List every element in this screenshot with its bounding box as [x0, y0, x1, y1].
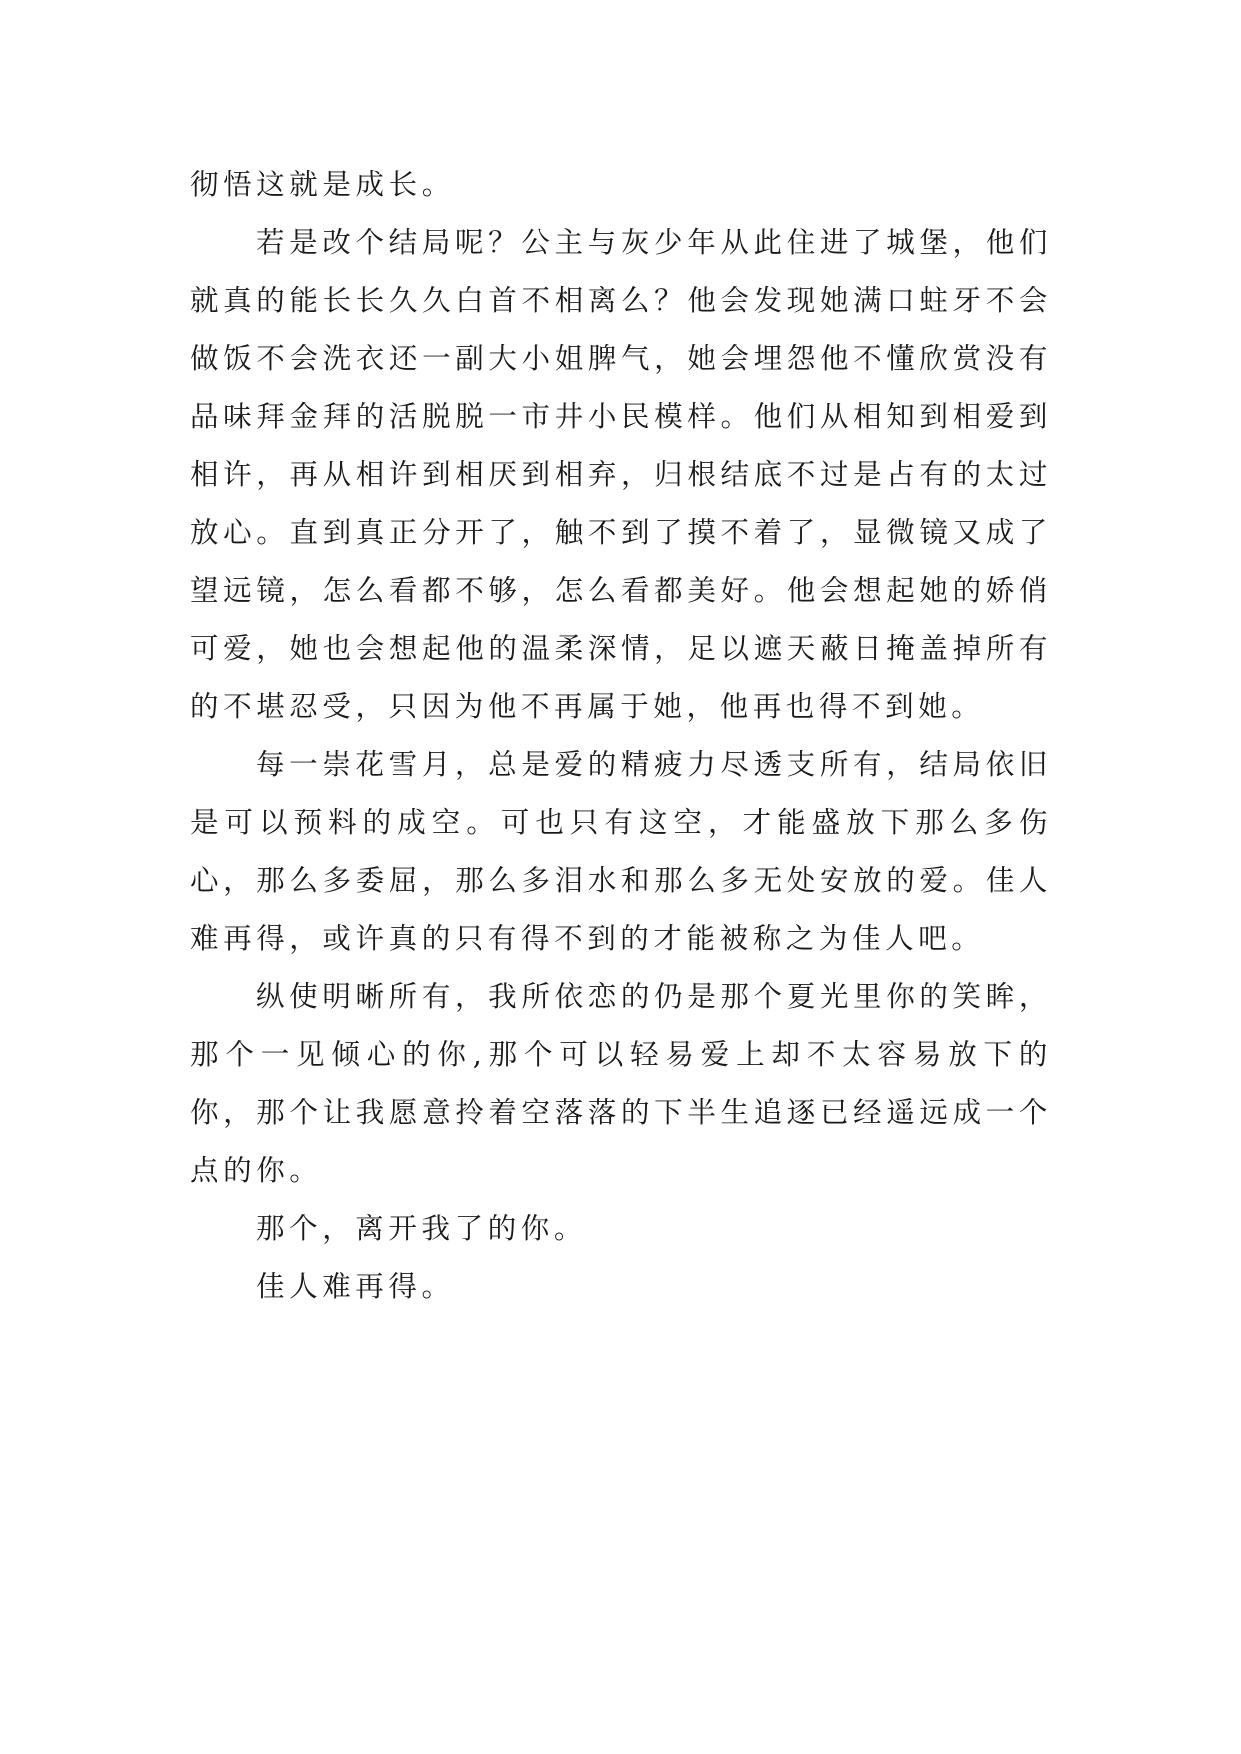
document-body — [190, 156, 1052, 1316]
paragraph-closing-line: 佳人难再得。 — [256, 1270, 455, 1303]
paragraph-alternate-ending: 若是改个结局呢？公主与灰少年从此住进了城堡，他们就真的能长长久久白首不相离么？他会发现她满口蛀牙不会做饭不会洗衣还一副大小姐脾气，她会埋怨他不懂欣赏没有品味拜金拜的活脱脱一市井小民模样。他们从相知到相爱到相许，再从相许到相厌到相弃，归根结底不过是占有的太过放心。直到真正分开了，触不到了摸不着了，显微镜又成了望远镜，怎么看都不够，怎么看都美好。他会想起她的娇俏可爱，她也会想起他的温柔深情，足以遮天蔽日掩盖掉所有的不堪忍受，只因为他不再属于她，他再也得不到她。 — [190, 226, 1052, 723]
paragraph-continuation: 彻悟这就是成长。 — [190, 168, 455, 201]
paragraph-longing: 纵使明晰所有，我所依恋的仍是那个夏光里你的笑眸，那个一见倾心的你,那个可以轻易爱上却不太容易放下的你，那个让我愿意拎着空落落的下半生追逐已经遥远成一个点的你。 — [190, 980, 1052, 1187]
paragraph-romance-reflection: 每一崇花雪月，总是爱的精疲力尽透支所有，结局依旧是可以预料的成空。可也只有这空，才能盛放下那么多伤心，那么多委屈，那么多泪水和那么多无处安放的爱。佳人难再得，或许真的只有得不到的才能被称之为佳人吧。 — [190, 748, 1052, 955]
paragraph-departure: 那个，离开我了的你。 — [256, 1212, 588, 1245]
